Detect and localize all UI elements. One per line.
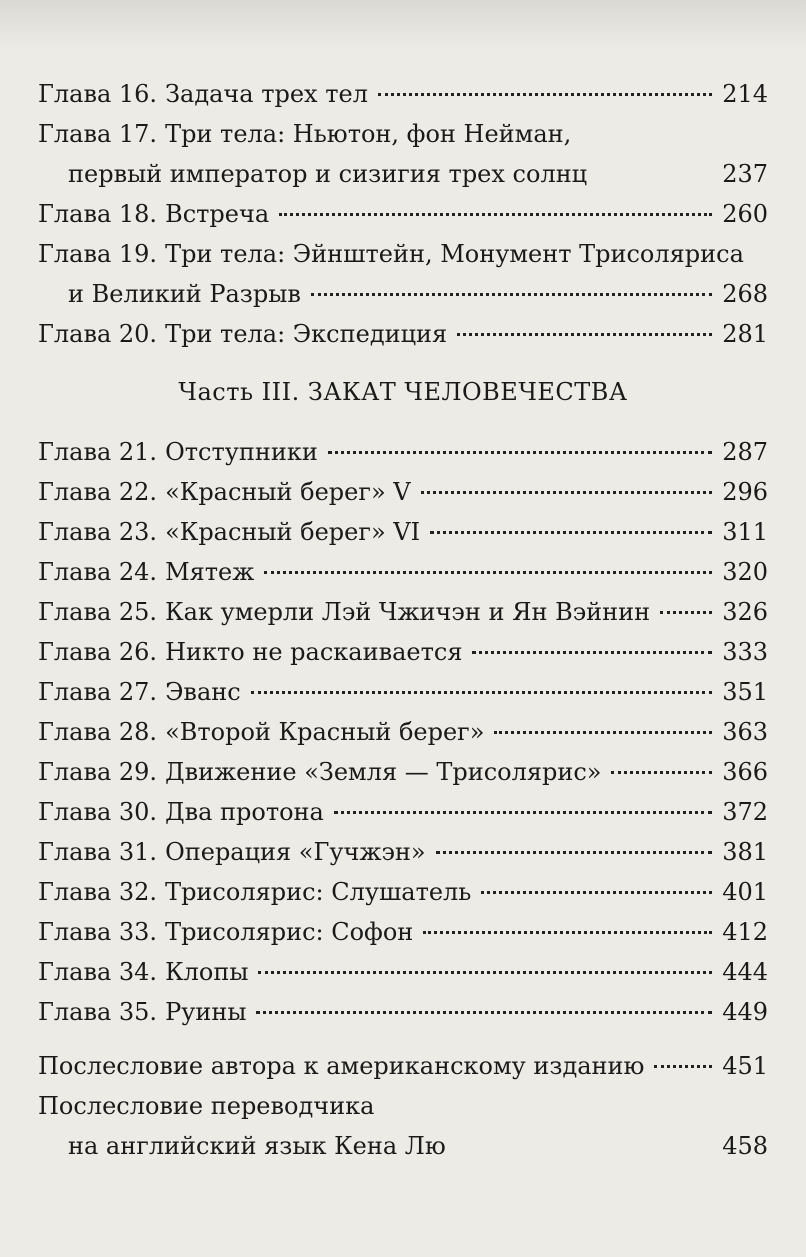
dot-leader bbox=[494, 731, 712, 734]
page-number: 296 bbox=[722, 478, 768, 506]
chapter-label: Глава 30. bbox=[38, 798, 158, 826]
chapter-title: Движение «Земля — Трисолярис» bbox=[165, 758, 602, 786]
chapter-label: Глава 31. bbox=[38, 838, 158, 866]
chapter-label: Глава 29. bbox=[38, 758, 158, 786]
toc-entry[interactable] bbox=[38, 912, 768, 952]
chapter-title: Три тела: Ньютон, фон Нейман, bbox=[165, 120, 572, 148]
chapter-title: Руины bbox=[165, 998, 247, 1026]
toc-entry[interactable] bbox=[38, 672, 768, 712]
chapter-title: Клопы bbox=[165, 958, 249, 986]
page-number: 326 bbox=[722, 598, 768, 626]
chapter-title: Три тела: Эйнштейн, Монумент Трисоляриса bbox=[165, 240, 744, 268]
dot-leader bbox=[472, 651, 712, 654]
dot-leader bbox=[456, 1145, 712, 1148]
toc-entry[interactable] bbox=[38, 872, 768, 912]
chapter-label: Глава 17. bbox=[38, 120, 158, 148]
page-number: 268 bbox=[722, 280, 768, 308]
page-number: 214 bbox=[722, 80, 768, 108]
toc-entry[interactable] bbox=[38, 114, 768, 194]
page-number: 444 bbox=[722, 958, 768, 986]
dot-leader bbox=[611, 771, 712, 774]
dot-leader bbox=[423, 931, 712, 934]
chapter-title: Как умерли Лэй Чжичэн и Ян Вэйнин bbox=[165, 598, 651, 626]
chapter-label: Глава 23. bbox=[38, 518, 158, 546]
chapter-label: Глава 35. bbox=[38, 998, 158, 1026]
chapter-title: Операция «Гучжэн» bbox=[165, 838, 426, 866]
afterword-title: Послесловие переводчика bbox=[38, 1092, 375, 1120]
previous-page-bleed bbox=[0, 0, 806, 50]
chapter-label: Глава 26. bbox=[38, 638, 158, 666]
dot-leader bbox=[660, 611, 712, 614]
chapter-label: Глава 32. bbox=[38, 878, 158, 906]
toc-entry[interactable] bbox=[38, 552, 768, 592]
toc-entry[interactable] bbox=[38, 1046, 768, 1086]
chapter-title: Эванс bbox=[165, 678, 241, 706]
toc-entry[interactable] bbox=[38, 792, 768, 832]
dot-leader bbox=[597, 173, 712, 176]
chapter-label: Глава 34. bbox=[38, 958, 158, 986]
afterword-title: Послесловие автора к американскому изданию bbox=[38, 1052, 645, 1080]
dot-leader bbox=[256, 1011, 712, 1014]
page-number: 260 bbox=[722, 200, 768, 228]
toc-entry[interactable] bbox=[38, 712, 768, 752]
page-number: 237 bbox=[722, 160, 768, 188]
dot-leader bbox=[654, 1065, 712, 1068]
dot-leader bbox=[481, 891, 712, 894]
toc-entry[interactable] bbox=[38, 1086, 768, 1166]
chapter-label: Глава 24. bbox=[38, 558, 158, 586]
chapter-title: Трисолярис: Слушатель bbox=[165, 878, 472, 906]
toc-entry[interactable] bbox=[38, 194, 768, 234]
chapter-title: Трисолярис: Софон bbox=[165, 918, 414, 946]
page-number: 363 bbox=[722, 718, 768, 746]
chapter-title-continued: и Великий Разрыв bbox=[68, 280, 301, 308]
toc-entry[interactable] bbox=[38, 752, 768, 792]
toc-entry[interactable] bbox=[38, 512, 768, 552]
chapter-label: Глава 20. bbox=[38, 320, 158, 348]
chapter-title: Три тела: Экспедиция bbox=[165, 320, 448, 348]
dot-leader bbox=[264, 571, 712, 574]
chapter-title: «Красный берег» V bbox=[165, 478, 411, 506]
toc-entry[interactable] bbox=[38, 74, 768, 114]
afterword-title-continued: на английский язык Кена Лю bbox=[68, 1132, 446, 1160]
part-heading: Часть III. ЗАКАТ ЧЕЛОВЕЧЕСТВА bbox=[178, 378, 628, 406]
dot-leader bbox=[251, 691, 713, 694]
chapter-title: Два протона bbox=[165, 798, 324, 826]
chapter-label: Глава 16. bbox=[38, 80, 158, 108]
page-number: 333 bbox=[722, 638, 768, 666]
chapter-title: Никто не раскаивается bbox=[165, 638, 463, 666]
chapter-title-continued: первый император и сизигия трех солнц bbox=[68, 160, 588, 188]
chapter-title: Встреча bbox=[165, 200, 270, 228]
page-number: 320 bbox=[722, 558, 768, 586]
chapter-title: Задача трех тел bbox=[165, 80, 368, 108]
toc-entry[interactable] bbox=[38, 832, 768, 872]
chapter-title: Мятеж bbox=[165, 558, 255, 586]
chapter-label: Глава 19. bbox=[38, 240, 158, 268]
toc-entry[interactable] bbox=[38, 472, 768, 512]
toc-entry[interactable] bbox=[38, 952, 768, 992]
contents-section-afterwords bbox=[38, 1046, 768, 1166]
contents-section-part-3 bbox=[38, 432, 768, 1032]
toc-entry[interactable] bbox=[38, 992, 768, 1032]
page-number: 412 bbox=[722, 918, 768, 946]
chapter-label: Глава 21. bbox=[38, 438, 158, 466]
contents-section-part-2 bbox=[38, 74, 768, 354]
chapter-label: Глава 18. bbox=[38, 200, 158, 228]
toc-entry[interactable] bbox=[38, 234, 768, 314]
toc-entry[interactable] bbox=[38, 314, 768, 354]
dot-leader bbox=[311, 293, 712, 296]
dot-leader bbox=[328, 451, 712, 454]
dot-leader bbox=[334, 811, 712, 814]
page-number: 451 bbox=[722, 1052, 768, 1080]
chapter-label: Глава 28. bbox=[38, 718, 158, 746]
chapter-title: «Красный берег» VI bbox=[165, 518, 421, 546]
chapter-label: Глава 25. bbox=[38, 598, 158, 626]
dot-leader bbox=[457, 333, 712, 336]
dot-leader bbox=[430, 531, 712, 534]
dot-leader bbox=[279, 213, 712, 216]
page-number: 311 bbox=[722, 518, 768, 546]
dot-leader bbox=[378, 93, 712, 96]
page-number: 372 bbox=[722, 798, 768, 826]
toc-entry[interactable] bbox=[38, 592, 768, 632]
page-number: 287 bbox=[722, 438, 768, 466]
toc-entry[interactable] bbox=[38, 632, 768, 672]
chapter-label: Глава 27. bbox=[38, 678, 158, 706]
dot-leader bbox=[258, 971, 712, 974]
page-number: 366 bbox=[722, 758, 768, 786]
page-number: 401 bbox=[722, 878, 768, 906]
page-number: 449 bbox=[722, 998, 768, 1026]
chapter-title: «Второй Красный берег» bbox=[165, 718, 485, 746]
toc-entry[interactable] bbox=[38, 432, 768, 472]
chapter-title: Отступники bbox=[165, 438, 318, 466]
table-of-contents bbox=[38, 74, 768, 1166]
chapter-label: Глава 22. bbox=[38, 478, 158, 506]
page-number: 281 bbox=[722, 320, 768, 348]
page-number: 351 bbox=[722, 678, 768, 706]
dot-leader bbox=[436, 851, 713, 854]
page-number: 381 bbox=[722, 838, 768, 866]
dot-leader bbox=[421, 491, 713, 494]
page-number: 458 bbox=[722, 1132, 768, 1160]
chapter-label: Глава 33. bbox=[38, 918, 158, 946]
